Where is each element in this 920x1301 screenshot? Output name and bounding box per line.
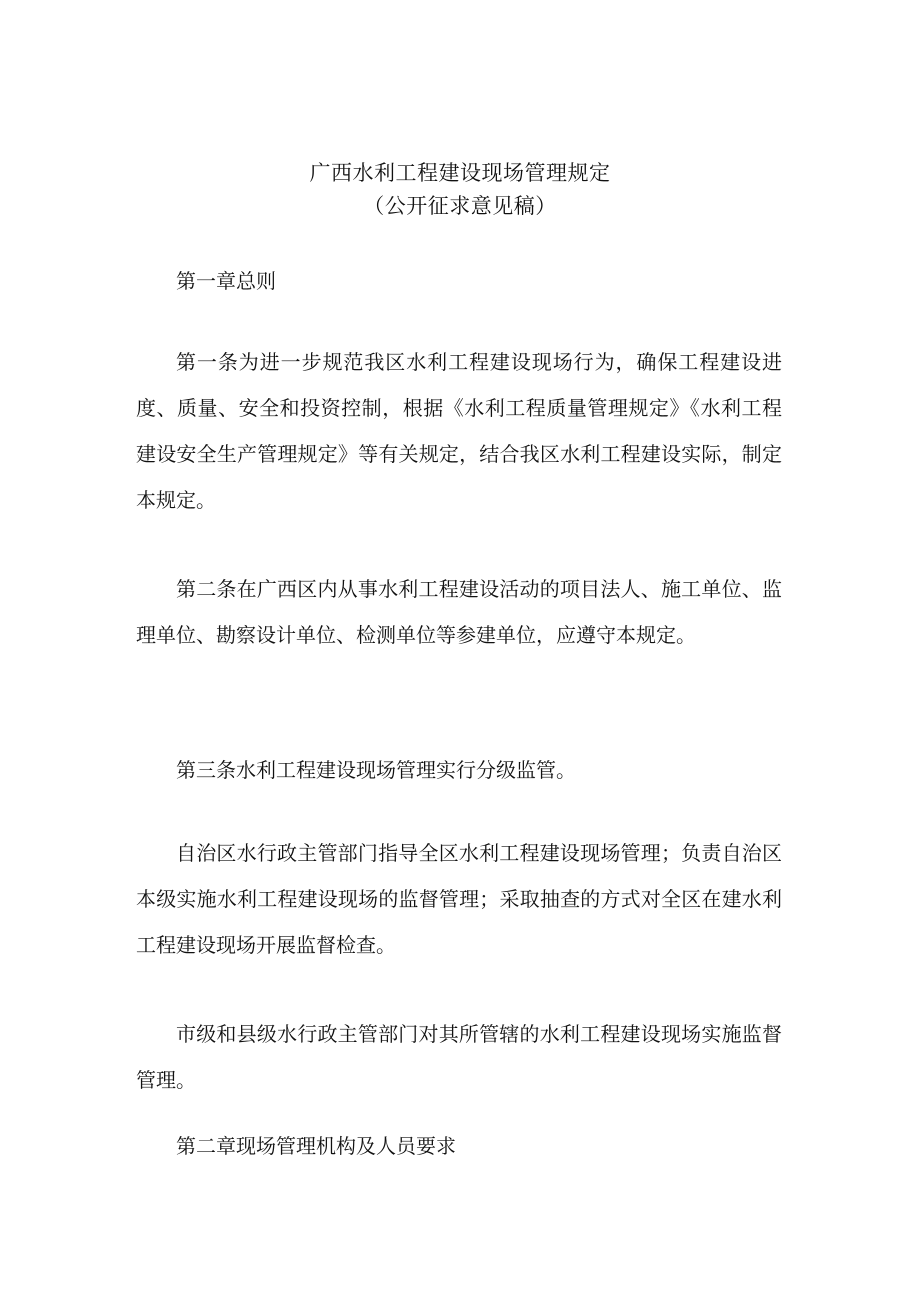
article-2: 第二条在广西区内从事水利工程建设活动的项目法人、施工单位、监理单位、勘察设计单位、检测单位等参建单位，应遵守本规定。 bbox=[136, 577, 782, 647]
chapter-heading-2: 第二章现场管理机构及人员要求 bbox=[176, 1134, 456, 1158]
paragraph-city-county-supervision: 市级和县级水行政主管部门对其所管辖的水利工程建设现场实施监督管理。 bbox=[136, 1022, 782, 1092]
title-block bbox=[0, 157, 920, 223]
article-1: 第一条为进一步规范我区水利工程建设现场行为，确保工程建设进度、质量、安全和投资控制，根据《水利工程质量管理规定》《水利工程建设安全生产管理规定》等有关规定，结合我区水利工程建设实际，制定本规定。 bbox=[136, 350, 782, 512]
document-subtitle: （公开征求意见稿） bbox=[363, 194, 557, 218]
paragraph-region-supervision: 自治区水行政主管部门指导全区水利工程建设现场管理；负责自治区本级实施水利工程建设现场的监督管理；采取抽查的方式对全区在建水利工程建设现场开展监督检查。 bbox=[136, 841, 782, 957]
document-title: 广西水利工程建设现场管理规定 bbox=[309, 161, 611, 185]
article-3: 第三条水利工程建设现场管理实行分级监管。 bbox=[176, 758, 576, 782]
chapter-heading-1: 第一章总则 bbox=[176, 269, 276, 293]
